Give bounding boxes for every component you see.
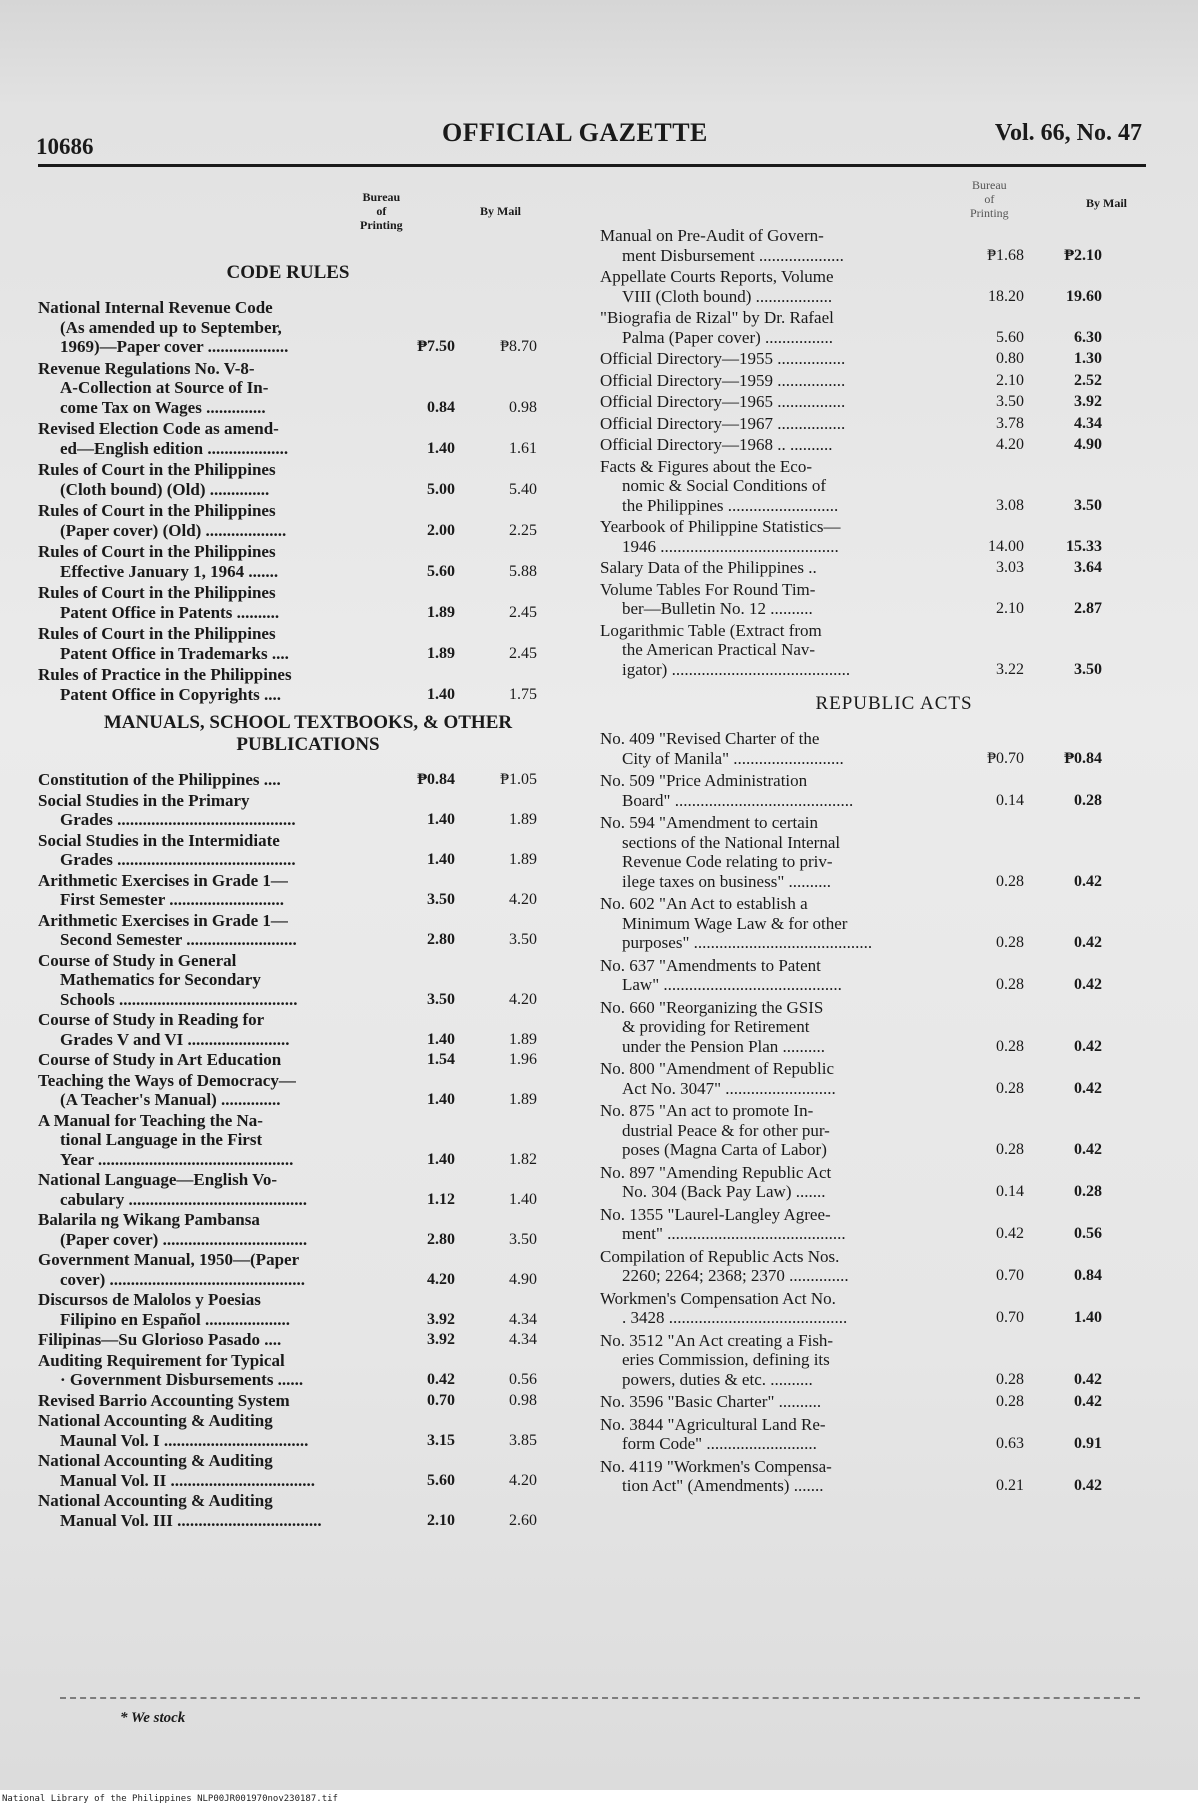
republic-act-mail-price: ₱0.84 [1064, 749, 1102, 767]
manual-bureau-price: 1.40 [427, 851, 455, 868]
manual-bureau-price: 2.80 [427, 1230, 455, 1248]
publication-mail-price: 4.34 [1074, 414, 1102, 432]
code-rule-mail-price: 1.61 [509, 439, 537, 457]
manual-mail-price: 3.85 [509, 1431, 537, 1449]
by-mail-label-right: By Mail [1086, 196, 1127, 210]
manual-row [38, 1290, 578, 1329]
manual-title: Arithmetic Exercises in Grade 1— First Semester ........................... [38, 870, 288, 909]
code-rule-mail-price: 0.98 [509, 398, 537, 416]
code-rule-row [38, 501, 578, 540]
manual-row [38, 1391, 578, 1411]
republic-act-title: No. 3844 "Agricultural Land Re- form Code" .......................... [600, 1414, 826, 1453]
republic-act-mail-price: 0.42 [1074, 1037, 1102, 1055]
republic-act-mail-price: 0.42 [1074, 1393, 1102, 1410]
code-rule-mail-price: 2.25 [509, 521, 537, 539]
publication-row [600, 226, 1148, 265]
manual-title: Arithmetic Exercises in Grade 1— Second Semester .......................... [38, 910, 297, 949]
code-rule-bureau-price: 5.00 [427, 480, 455, 498]
manual-title: Auditing Requirement for Typical · Government Disbursements ...... [38, 1350, 304, 1389]
manual-row [38, 1071, 578, 1110]
manual-row [38, 1351, 578, 1390]
code-rule-title: Rules of Court in the Philippines (Cloth bound) (Old) .............. [38, 460, 276, 499]
manual-row [38, 1010, 578, 1049]
page-number: 10686 [36, 134, 94, 159]
republic-act-mail-price: 0.84 [1074, 1267, 1102, 1284]
republic-act-row [600, 1059, 1148, 1098]
right-column [600, 178, 1148, 1499]
code-rule-mail-price: 2.45 [509, 644, 537, 662]
publication-bureau-price: 3.78 [996, 414, 1024, 432]
publication-mail-price: 6.30 [1074, 328, 1102, 346]
code-rule-title: Rules of Court in the Philippines Patent Office in Trademarks .... [38, 624, 289, 663]
manual-bureau-price: 3.50 [427, 891, 455, 908]
republic-act-mail-price: 0.91 [1074, 1435, 1102, 1452]
code-rule-title: Rules of Court in the Philippines (Paper cover) (Old) ................... [38, 501, 287, 540]
republic-act-bureau-price: 0.28 [996, 976, 1024, 993]
republic-act-mail-price: 0.42 [1074, 1370, 1102, 1388]
manual-row [38, 871, 578, 910]
code-rule-title: Revised Election Code as amend- ed—English edition ................... [38, 419, 289, 458]
republic-act-row [600, 1205, 1148, 1244]
publication-row [600, 457, 1148, 516]
code-rule-mail-price: ₱8.70 [500, 338, 537, 355]
republic-act-title: No. 1355 "Laurel-Langley Agree- ment" .......................................... [600, 1204, 846, 1243]
publication-title: "Biografia de Rizal" by Dr. Rafael Palma (Paper cover) ................ [600, 308, 834, 347]
manuals-list [38, 770, 578, 1530]
manual-title: Course of Study in General Mathematics for Secondary Schools .......................................... [38, 950, 298, 1009]
manual-row [38, 1330, 578, 1350]
publication-bureau-price: 0.80 [996, 350, 1024, 367]
publication-bureau-price: 4.20 [996, 436, 1024, 453]
manual-title: Revised Barrio Accounting System [38, 1390, 290, 1410]
publication-mail-price: 4.90 [1074, 436, 1102, 453]
republic-act-row [600, 771, 1148, 810]
publication-title: Official Directory—1968 .. .......... [600, 435, 833, 454]
code-rule-mail-price: 2.45 [509, 603, 537, 621]
republic-act-bureau-price: 0.28 [996, 1370, 1024, 1388]
header-rule [38, 164, 1146, 167]
republic-act-bureau-price: 0.21 [996, 1477, 1024, 1494]
manual-row [38, 1491, 578, 1530]
manual-row [38, 1050, 578, 1070]
page-title: OFFICIAL GAZETTE [442, 118, 708, 147]
manual-mail-price: 4.20 [509, 1471, 537, 1489]
manual-mail-price: 1.82 [509, 1150, 537, 1168]
republic-act-title: No. 594 "Amendment to certain sections of the National Internal Revenue Code relating to priv- ilege taxes on business" .......... [600, 813, 841, 891]
manual-bureau-price: 1.40 [427, 1030, 455, 1048]
publication-mail-price: 3.92 [1074, 393, 1102, 410]
code-rule-title: Rules of Practice in the Philippines Patent Office in Copyrights .... [38, 665, 292, 704]
republic-act-row [600, 813, 1148, 891]
manual-bureau-price: 0.70 [427, 1391, 455, 1409]
manual-mail-price: 3.50 [509, 931, 537, 948]
republic-act-bureau-price: 0.70 [996, 1267, 1024, 1284]
republic-act-title: No. 4119 "Workmen's Compensa- tion Act" (Amendments) ....... [600, 1456, 832, 1495]
manual-bureau-price: 1.40 [427, 1150, 455, 1168]
republic-act-row [600, 1289, 1148, 1328]
republic-act-bureau-price: 0.14 [996, 791, 1024, 809]
code-rule-title: Rules of Court in the Philippines Effective January 1, 1964 ....... [38, 542, 279, 581]
publication-mail-price: 1.30 [1074, 350, 1102, 367]
republic-act-row [600, 1101, 1148, 1160]
publication-row [600, 308, 1148, 347]
manual-bureau-price: 3.92 [427, 1310, 455, 1328]
manual-title: Social Studies in the Intermidiate Grades .......................................... [38, 830, 296, 869]
publication-row [600, 267, 1148, 306]
publication-title: Official Directory—1967 ................ [600, 413, 846, 433]
manual-row [38, 791, 578, 830]
republic-act-title: No. 602 "An Act to establish a Minimum Wage Law & for other purposes" .......................................... [600, 894, 873, 952]
publication-row [600, 435, 1148, 455]
republic-act-row [600, 1457, 1148, 1496]
by-mail-label: By Mail [480, 204, 521, 218]
publication-bureau-price: 18.20 [988, 287, 1024, 305]
manual-title: Course of Study in Art Education [38, 1050, 282, 1069]
code-rules-list [38, 298, 578, 704]
manual-title: National Accounting & Auditing Maunal Vol. I .................................. [38, 1411, 309, 1450]
republic-act-mail-price: 0.42 [1074, 976, 1102, 993]
code-rule-bureau-price: 5.60 [427, 562, 455, 580]
page-header [0, 112, 1198, 162]
bureau-of-printing-label: Bureau of Printing [360, 190, 403, 232]
manual-mail-price: 1.89 [509, 1091, 537, 1108]
publication-bureau-price: ₱1.68 [987, 246, 1024, 264]
code-rule-bureau-price: 1.40 [427, 685, 455, 703]
manual-mail-price: 0.98 [509, 1391, 537, 1409]
code-rule-row [38, 460, 578, 499]
code-rule-bureau-price: 1.89 [427, 644, 455, 662]
manual-bureau-price: 2.80 [427, 931, 455, 948]
manual-bureau-price: ₱0.84 [417, 771, 455, 788]
manual-row [38, 1170, 578, 1209]
publication-title: Facts & Figures about the Eco- nomic & Social Conditions of the Philippines .......................... [600, 456, 839, 515]
manual-mail-price: 4.20 [509, 990, 537, 1008]
publication-mail-price: 19.60 [1066, 287, 1102, 305]
manual-bureau-price: 3.92 [427, 1331, 455, 1348]
manual-title: Government Manual, 1950—(Paper cover) .............................................. [38, 1250, 306, 1289]
manual-title: Balarila ng Wikang Pambansa (Paper cover) .................................. [38, 1210, 308, 1249]
manual-bureau-price: 2.10 [427, 1511, 455, 1529]
code-rule-bureau-price: 2.00 [427, 521, 455, 539]
manual-mail-price: 1.40 [509, 1190, 537, 1208]
manual-title: National Accounting & Auditing Manual Vol. III .................................. [38, 1491, 322, 1530]
republic-act-bureau-price: 0.28 [996, 1393, 1024, 1410]
publications-list [600, 226, 1148, 679]
republic-act-row [600, 729, 1148, 768]
republic-act-mail-price: 0.42 [1074, 872, 1102, 890]
manual-mail-price: 1.96 [509, 1051, 537, 1068]
bureau-of-printing-label-right: Bureau of Printing [970, 178, 1009, 220]
manual-bureau-price: 5.60 [427, 1471, 455, 1489]
republic-act-title: No. 509 "Price Administration Board" .......................................... [600, 771, 854, 810]
scan-footer: National Library of the Philippines NLP00JR001970nov230187.tif [0, 1791, 1198, 1808]
republic-act-title: No. 3512 "An Act creating a Fish- eries Commission, defining its powers, duties & etc. .......... [600, 1330, 834, 1389]
publication-row [600, 371, 1148, 391]
bottom-rule [60, 1697, 1140, 1699]
publication-mail-price: 2.52 [1074, 371, 1102, 389]
manual-row [38, 911, 578, 950]
manual-bureau-price: 1.12 [427, 1190, 455, 1208]
manual-mail-price: 0.56 [509, 1371, 537, 1388]
publication-mail-price: 3.50 [1074, 660, 1102, 678]
republic-act-title: No. 409 "Revised Charter of the City of Manila" .......................... [600, 729, 844, 768]
manual-row [38, 1210, 578, 1249]
manual-mail-price: 2.60 [509, 1511, 537, 1529]
manual-title: A Manual for Teaching the Na- tional Language in the First Year .............................................. [38, 1110, 294, 1169]
republic-act-row [600, 956, 1148, 995]
code-rule-title: Rules of Court in the Philippines Patent Office in Patents .......... [38, 583, 280, 622]
publication-bureau-price: 3.03 [996, 559, 1024, 576]
manual-bureau-price: 1.40 [427, 1091, 455, 1108]
republic-act-title: No. 800 "Amendment of Republic Act No. 3047" .......................... [600, 1059, 836, 1098]
republic-act-bureau-price: 0.63 [996, 1435, 1024, 1452]
section-republic-acts: REPUBLIC ACTS [815, 693, 973, 714]
code-rule-mail-price: 5.88 [509, 562, 537, 580]
publication-title: Official Directory—1959 ................ [600, 370, 846, 390]
code-rule-row [38, 419, 578, 458]
code-rule-row [38, 298, 578, 357]
publication-title: Salary Data of the Philippines .. [600, 558, 817, 577]
publication-bureau-price: 3.50 [996, 393, 1024, 410]
right-column-header [600, 178, 1148, 226]
manual-bureau-price: 1.40 [427, 811, 455, 828]
code-rule-row [38, 542, 578, 581]
code-rule-mail-price: 5.40 [509, 480, 537, 498]
code-rule-row [38, 624, 578, 663]
republic-act-bureau-price: ₱0.70 [987, 749, 1024, 767]
republic-act-bureau-price: 0.28 [996, 1037, 1024, 1055]
republic-act-row [600, 998, 1148, 1057]
section-manuals: MANUALS, SCHOOL TEXTBOOKS, & OTHER PUBLICATIONS [103, 712, 513, 755]
manual-title: Constitution of the Philippines .... [38, 770, 281, 789]
code-rule-bureau-price: 0.84 [427, 398, 455, 416]
republic-act-row [600, 1247, 1148, 1286]
publication-mail-price: 15.33 [1066, 537, 1102, 555]
publication-bureau-price: 14.00 [988, 537, 1024, 555]
manual-mail-price: 1.89 [509, 851, 537, 868]
republic-act-bureau-price: 0.28 [996, 872, 1024, 890]
publication-bureau-price: 3.08 [996, 496, 1024, 514]
code-rule-mail-price: 1.75 [509, 685, 537, 703]
section-code-rules: CODE RULES [226, 262, 350, 283]
republic-act-title: No. 875 "An act to promote In- dustrial Peace & for other pur- poses (Magna Carta of Labor) [600, 1101, 830, 1159]
republic-act-row [600, 1392, 1148, 1412]
manual-mail-price: 4.34 [509, 1310, 537, 1328]
republic-act-mail-price: 0.28 [1074, 791, 1102, 809]
manual-row [38, 831, 578, 870]
manual-mail-price: ₱1.05 [500, 771, 537, 788]
publication-title: Volume Tables For Round Tim- ber—Bulletin No. 12 .......... [600, 579, 816, 618]
republic-act-row [600, 894, 1148, 953]
publication-mail-price: ₱2.10 [1064, 246, 1102, 264]
manual-bureau-price: 4.20 [427, 1270, 455, 1288]
manual-mail-price: 1.89 [509, 1030, 537, 1048]
republic-act-title: No. 897 "Amending Republic Act No. 304 (Back Pay Law) ....... [600, 1162, 832, 1201]
publication-mail-price: 2.87 [1074, 600, 1102, 617]
manual-mail-price: 3.50 [509, 1230, 537, 1248]
publication-bureau-price: 2.10 [996, 600, 1024, 617]
republic-act-row [600, 1163, 1148, 1202]
manual-row [38, 770, 578, 790]
publication-title: Yearbook of Philippine Statistics— 1946 .......................................... [600, 517, 841, 556]
manual-mail-price: 4.20 [509, 891, 537, 908]
manual-row [38, 1250, 578, 1289]
republic-act-title: No. 660 "Reorganizing the GSIS & providing for Retirement under the Pension Plan .......... [600, 997, 826, 1056]
manual-row [38, 1411, 578, 1450]
manual-bureau-price: 3.15 [427, 1431, 455, 1449]
manual-mail-price: 4.34 [509, 1331, 537, 1348]
manual-title: National Accounting & Auditing Manual Vol. II .................................. [38, 1451, 316, 1490]
republic-act-mail-price: 1.40 [1074, 1309, 1102, 1326]
publication-mail-price: 3.50 [1074, 496, 1102, 514]
code-rule-row [38, 665, 578, 704]
code-rule-bureau-price: 1.40 [427, 439, 455, 457]
manual-row [38, 1111, 578, 1170]
republic-act-mail-price: 0.42 [1074, 934, 1102, 951]
republic-act-mail-price: 0.28 [1074, 1183, 1102, 1200]
publication-mail-price: 3.64 [1074, 559, 1102, 576]
publication-bureau-price: 3.22 [996, 660, 1024, 678]
republic-act-bureau-price: 0.14 [996, 1183, 1024, 1200]
republic-act-title: No. 3596 "Basic Charter" .......... [600, 1392, 822, 1411]
publication-title: Logarithmic Table (Extract from the American Practical Nav- igator) .......................................... [600, 620, 851, 679]
republic-act-mail-price: 0.56 [1074, 1225, 1102, 1242]
manual-bureau-price: 1.54 [427, 1051, 455, 1068]
republic-act-title: Workmen's Compensation Act No. . 3428 .......................................... [600, 1288, 848, 1327]
manual-title: Teaching the Ways of Democracy— (A Teacher's Manual) .............. [38, 1070, 296, 1109]
code-rule-bureau-price: 1.89 [427, 603, 455, 621]
manual-title: National Language—English Vo- cabulary .......................................... [38, 1170, 307, 1209]
publication-bureau-price: 2.10 [996, 371, 1024, 389]
publication-row [600, 517, 1148, 556]
publication-row [600, 621, 1148, 680]
republic-act-mail-price: 0.42 [1074, 1477, 1102, 1494]
left-column [38, 190, 578, 1531]
footnote: * We stock [120, 1710, 186, 1726]
republic-act-bureau-price: 0.28 [996, 1141, 1024, 1158]
code-rule-row [38, 359, 578, 418]
publication-bureau-price: 5.60 [996, 328, 1024, 346]
publication-row [600, 414, 1148, 434]
republic-act-bureau-price: 0.28 [996, 1079, 1024, 1097]
publication-title: Official Directory—1965 ................ [600, 392, 846, 411]
code-rule-bureau-price: ₱7.50 [417, 338, 455, 355]
left-column-header [38, 190, 578, 260]
publication-row [600, 580, 1148, 619]
republic-act-title: Compilation of Republic Acts Nos. 2260; 2264; 2368; 2370 .............. [600, 1246, 849, 1285]
republic-act-bureau-price: 0.70 [996, 1309, 1024, 1326]
volume-label: Vol. 66, No. 47 [994, 120, 1142, 146]
manual-title: Course of Study in Reading for Grades V and VI ........................ [38, 1010, 290, 1049]
publication-title: Manual on Pre-Audit of Govern- ment Disbursement .................... [600, 226, 844, 265]
republic-act-mail-price: 0.42 [1074, 1141, 1102, 1158]
republic-act-bureau-price: 0.28 [996, 934, 1024, 951]
publication-title: Official Directory—1955 ................ [600, 349, 846, 368]
manual-title: Filipinas—Su Glorioso Pasado .... [38, 1330, 282, 1349]
manual-bureau-price: 3.50 [427, 990, 455, 1008]
republic-acts-list [600, 729, 1148, 1496]
republic-act-title: No. 637 "Amendments to Patent Law" .......................................... [600, 955, 842, 994]
publication-row [600, 349, 1148, 369]
publication-title: Appellate Courts Reports, Volume VIII (Cloth bound) .................. [600, 267, 834, 306]
republic-act-mail-price: 0.42 [1074, 1079, 1102, 1097]
republic-act-row [600, 1415, 1148, 1454]
republic-act-bureau-price: 0.42 [996, 1225, 1024, 1242]
manual-title: Discursos de Malolos y Poesias Filipino en Español .................... [38, 1290, 291, 1329]
code-rule-row [38, 583, 578, 622]
manual-row [38, 951, 578, 1010]
publication-row [600, 558, 1148, 578]
manual-bureau-price: 0.42 [427, 1371, 455, 1388]
manual-row [38, 1451, 578, 1490]
manual-title: Social Studies in the Primary Grades .......................................... [38, 790, 296, 829]
code-rule-title: Revenue Regulations No. V-8- A-Collection at Source of In- come Tax on Wages .............. [38, 358, 269, 417]
publication-row [600, 392, 1148, 412]
republic-act-row [600, 1331, 1148, 1390]
manual-mail-price: 4.90 [509, 1270, 537, 1288]
manual-mail-price: 1.89 [509, 811, 537, 828]
code-rule-title: National Internal Revenue Code (As amended up to September, 1969)—Paper cover ................... [38, 298, 289, 356]
